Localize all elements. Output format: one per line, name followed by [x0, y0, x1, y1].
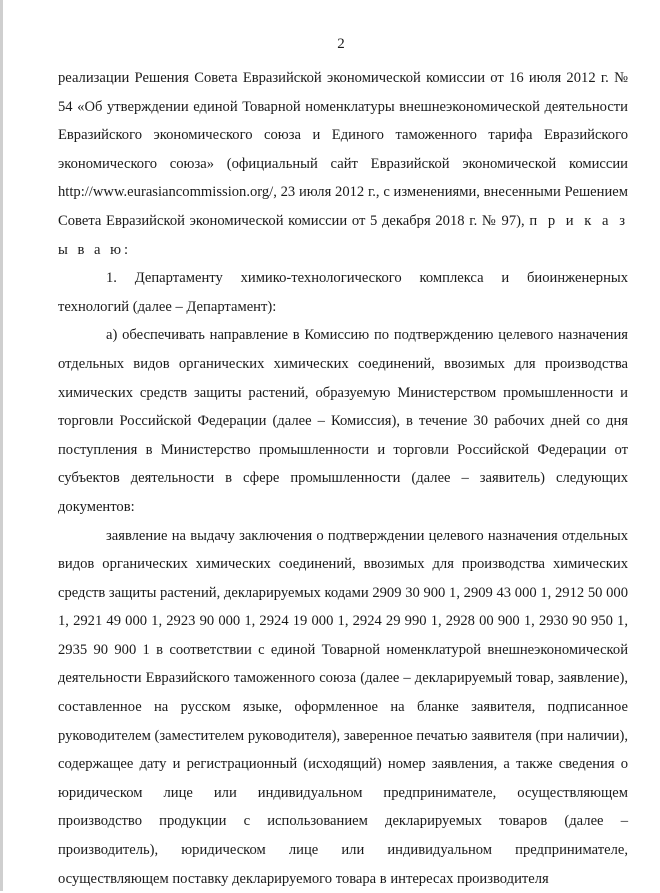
page-number: 2	[0, 36, 660, 53]
order-word: п р и к а з ы в а ю:	[58, 213, 628, 258]
paragraph-item-1a: а) обеспечивать направление в Комиссию по подтверждению целевого назначения отдельных видов органических химических соединений, ввозимых для производства химических средств защиты растений, образуемую Министерством промышленности и торговли Российской Федерации (далее – Комиссия), в течение 30 рабочих дней со дня поступления в Министерство промышленности и торговли Российской Федерации от субъектов деятельности в сфере промышленности (далее – заявитель) следующих документов:	[58, 321, 628, 521]
paragraph-intro	[58, 64, 628, 264]
paragraph-item-1: 1. Департаменту химико-технологического комплекса и биоинженерных технологий (далее – Департамент):	[58, 264, 628, 321]
document-body	[58, 64, 628, 893]
intro-text: реализации Решения Совета Евразийской экономической комиссии от 16 июля 2012 г. № 54 «Об утверждении единой Товарной номенклатуры внешнеэкономической деятельности Евразийского экономического союза и Единого таможенного тарифа Евразийского экономического союза» (официальный сайт Евразийской экономической комиссии http://www.eurasiancommission.org/, 23 июля 2012 г., с изменениями, внесенными Решением Совета Евразийской экономической комиссии от 5 декабря 2018 г. № 97),	[58, 70, 628, 229]
scan-edge	[0, 0, 3, 891]
paragraph-application: заявление на выдачу заключения о подтверждении целевого назначения отдельных видов органических химических соединений, ввозимых для производства химических средств защиты растений, декларируемых кодами 2909 30 900 1, 2909 43 000 1, 2912 50 000 1, 2921 49 000 1, 2923 90 000 1, 2924 19 000 1, 2924 29 990 1, 2928 00 900 1, 2930 90 950 1, 2935 90 900 1 в соответствии с единой Товарной номенклатурой внешнеэкономической деятельности Евразийского таможенного союза (далее – декларируемый товар, заявление), составленное на русском языке, оформленное на бланке заявителя, подписанное руководителем (заместителем руководителя), заверенное печатью заявителя (при наличии), содержащее дату и регистрационный (исходящий) номер заявления, а также сведения о юридическом лице или индивидуальном предпринимателе, осуществляющем производство продукции с использованием декларируемых товаров (далее – производитель), юридическом лице или индивидуальном предпринимателе, осуществляющем поставку декларируемого товара в интересах производителя	[58, 522, 628, 893]
